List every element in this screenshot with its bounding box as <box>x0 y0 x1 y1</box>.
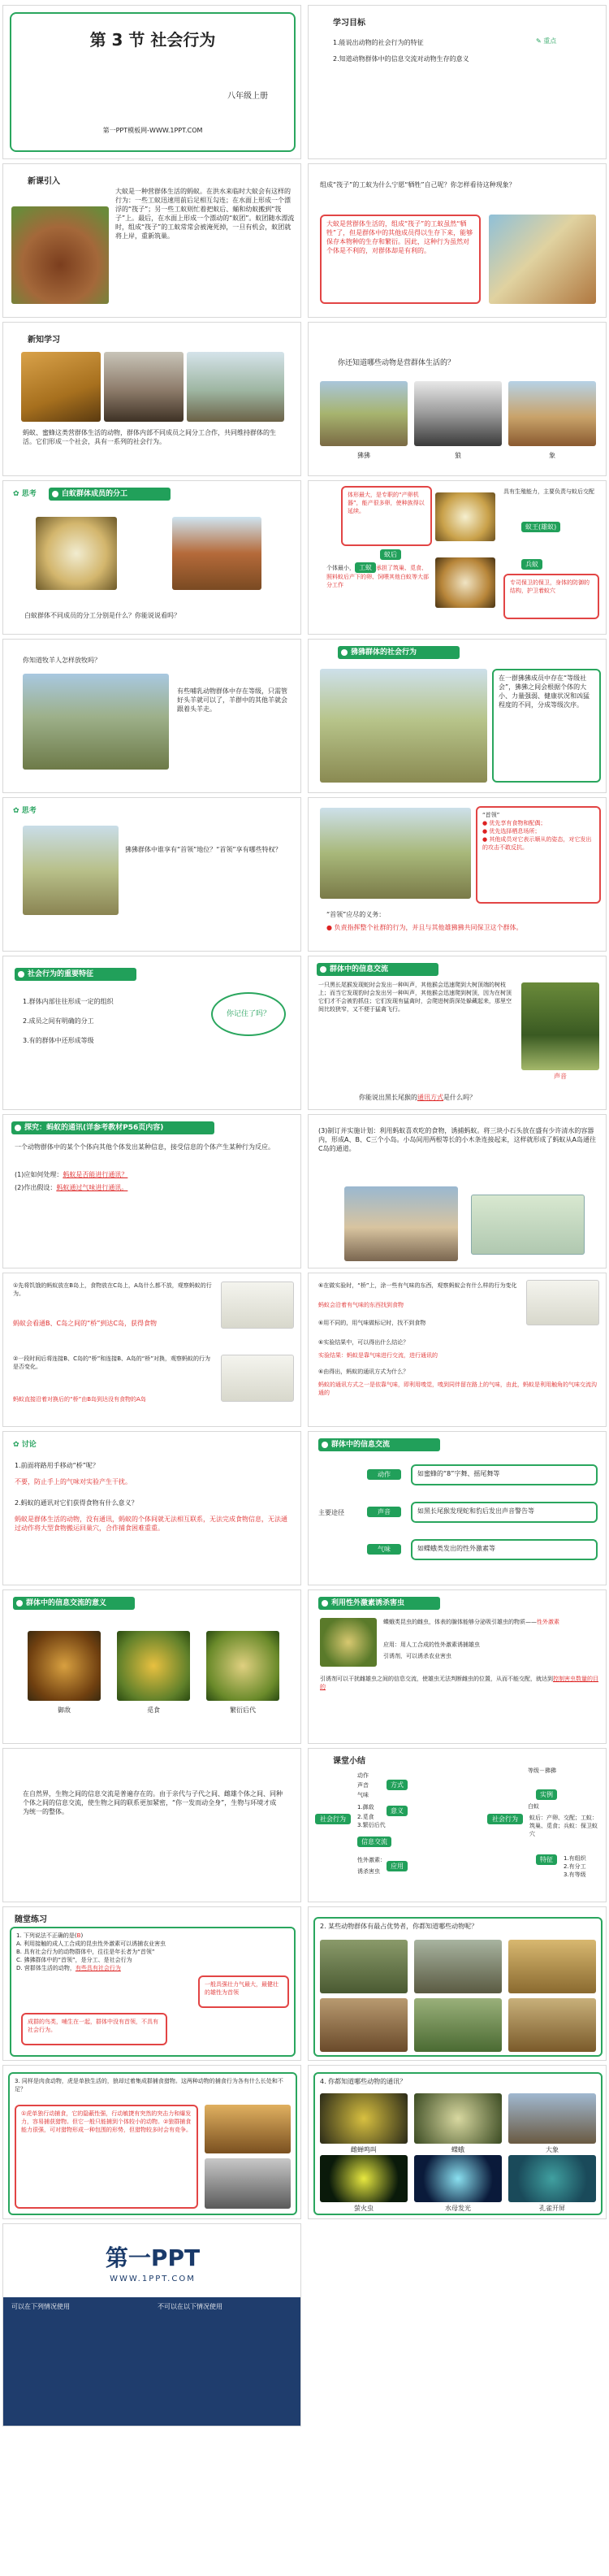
elephant-photo <box>508 381 596 446</box>
herding-answer: 有些哺乳动物群体中存在等级，只需管好头羊就可以了，羊群中的其他羊就会跟着头羊走。 <box>177 687 287 713</box>
baboon-troop-photo <box>320 669 487 783</box>
slide-communication-ways <box>308 1431 607 1585</box>
ant-raft-photo <box>11 206 109 304</box>
termite-example: 白蚁 <box>528 1803 539 1810</box>
hierarchy-example: 等级－狒狒 <box>528 1767 556 1774</box>
monkey-question: 你能说出黑长尾猴的通讯方式是什么吗？ <box>359 1094 476 1101</box>
pheromone-lure: 引诱剂，可以诱杀农业害虫 <box>383 1653 451 1659</box>
island-diagram-1 <box>221 1281 294 1329</box>
summary-center: 社会行为 <box>315 1814 351 1824</box>
foraging-caption: 觅食 <box>147 1706 160 1714</box>
king-text: 具有生殖能力，主要负责与蚁后交配 <box>503 488 594 495</box>
jellyfish-caption: 水母发光 <box>445 2205 471 2212</box>
termite-roles: 蚁后：产卵、交配；工蚁：筑巢、觅食；兵蚁：保卫蚁穴 <box>529 1815 598 1837</box>
cover-footer: 第一PPT模板网-WWW.1PPT.COM <box>102 127 203 134</box>
king-label: 蚁王(雄蚁) <box>521 522 560 532</box>
result-a4: 蚂蚁的通讯方式之一是依靠气味，即利用嗅觉，嗅到同伴留在路上的气味，由此，蚂蚁是利用触角的气味交流沟通的 <box>318 1381 597 1396</box>
exercise-3-answer: ①虎单独行动捕食，它的隐蔽性强，行动敏捷有突然的突击力和爆发力，容易捕获猎物。但它一般只能捕到个体较小的动物。②狼群捕食能力很强，可对猎物形成一种包围的形势，但猎物较多时会有竞争。 <box>15 2105 198 2209</box>
slide-discussion <box>2 1431 301 1585</box>
brand-url: WWW.1PPT.COM <box>110 2275 196 2283</box>
slide-exercise-4 <box>308 2065 607 2219</box>
foraging-photo <box>117 1631 190 1701</box>
node-meaning: 意义 <box>387 1806 408 1816</box>
slide-experiment-results <box>308 1273 607 1427</box>
peacock-caption: 孔雀开屏 <box>539 2205 565 2212</box>
node-way: 方式 <box>387 1780 408 1790</box>
raft-answer: 大蚁是营群体生活的，组成“筏子”的工蚁虽然“牺牲”了，但是群体中的其他成员得以生存下来，能够保存本物种的生存和繁衍。因此，这种行为虽然对个体是不利的，对群体却是有利的。 <box>320 215 481 304</box>
node-action: 动作 <box>357 1772 369 1779</box>
slide-experiment-steps <box>2 1273 301 1427</box>
privilege-1: ● 优先享有食物和配偶； <box>482 820 546 826</box>
intro-text: 大蚁是一种营群体生活的蚂蚁。在洪水来临时大蚁会有这样的行为：一些工蚁迅速用前后足相互勾连；在水面上形成一个漂浮的“筏子”；另一些工蚁则忙着把蚁后、蛹和幼蚁搬到“筏子”上。最后，在水面上形成一个漂动的“蚁团”。蚁团随水漂流时，组成“筏子”的工蚁常常会被淹死掉，一旦有机会，蚁团就将上岸，重新筑巢。 <box>115 188 295 240</box>
baboon-bar: 狒狒群体的社会行为 <box>338 646 460 659</box>
animal-photo-1 <box>320 1940 408 1993</box>
way-action: 动作 <box>367 1469 401 1480</box>
termite-bar: 白蚁群体成员的分工 <box>49 488 171 501</box>
exercise-2-question: 2. 某些动物群体有最占优势者，你都知道哪些动物呢？ <box>320 1923 478 1930</box>
ant-setup-photo <box>471 1195 585 1255</box>
exercise-3-question: 3. 同样是肉食动物，虎是单独生活的，狼却过着集成群捕食猎物。这两种动物的捕食行为各有什么长处和不足？ <box>15 2078 283 2092</box>
ant-bridge-photo <box>187 352 284 422</box>
monkey-photo <box>521 982 599 1070</box>
bees-photo <box>21 352 101 422</box>
cover-grade: 八年级上册 <box>227 92 268 101</box>
way-smell: 气味 <box>367 1544 401 1555</box>
sound-caption: 声音 <box>554 1073 567 1080</box>
sheep-photo <box>23 674 169 770</box>
feature-1: 1.群体内部往往形成一定的组织 <box>23 998 114 1005</box>
slide-termite-castes <box>308 480 607 635</box>
option-c: C. 狒狒群体中的“首领”，是分工、是社会行为 <box>16 1957 132 1963</box>
baboon-caption: 狒狒 <box>357 452 370 459</box>
node-smell: 气味 <box>357 1792 369 1798</box>
moth-photo <box>320 1618 377 1667</box>
node-feature: 特征 <box>536 1854 557 1865</box>
privilege-2: ● 优先选择栖息场所； <box>482 828 541 835</box>
exercise-1-question: 1. 下列说法不正确的是(B) <box>16 1932 84 1939</box>
animal-photo-5 <box>414 1998 502 2052</box>
result-q2: ⑥用不同的，用气味做标记时，找不到食物 <box>318 1320 426 1326</box>
leader-question: 狒狒群体中谁享有“首领”地位？“首领”享有哪些特权？ <box>125 846 282 853</box>
moth-caption: 蝶蛾 <box>451 2146 464 2153</box>
goal-1: 1.能说出动物的社会行为的特征 <box>333 39 424 46</box>
duty-heading: “首领”应尽的义务： <box>326 911 386 918</box>
usage-forbidden: 不可以在以下情况使用 <box>158 2303 222 2310</box>
duty-text: ● 负责指挥整个社群的行为，并且与其他雄狒狒共同保卫这个群体。 <box>326 924 523 931</box>
slide-baboon-society <box>308 639 607 793</box>
think-label: ✿ 思考 <box>13 490 37 498</box>
pheromone-use: 应用：用人工合成的性外激素诱捕雄虫 <box>383 1641 480 1648</box>
exercise-title: 随堂练习 <box>15 1915 47 1924</box>
step-1-result: 蚂蚁会看通B、C岛之间的“桥”到达C岛，获得食物 <box>13 1320 157 1327</box>
ways-bar: 群体中的信息交流 <box>318 1438 440 1451</box>
elephant-caption: 象 <box>549 452 555 459</box>
new-knowledge-title: 新知学习 <box>28 336 60 345</box>
step-2: ②一段时间后将连接B、C岛的“桥”和连接B、A岛的“桥”对换，观察蚂蚁的行为是否变化。 <box>13 1355 211 1370</box>
option-a: A. 利用接触的成人工合成的昆虫性外激素可以诱捕农业害虫 <box>16 1941 166 1947</box>
peacock-photo <box>508 2155 596 2202</box>
inquiry-q2: (2)作出假设：蚂蚁通过气味进行通讯。 <box>15 1184 128 1191</box>
pheromone-effect: 引诱剂可以干扰雌雄虫之间的信息交流，使雄虫无法判断雌虫的位置，从而不能交配，就达到控制害虫数量的目的 <box>320 1676 598 1690</box>
result-q4: ⑥由得出，蚂蚁的通讯方式为什么？ <box>318 1368 409 1375</box>
soldier-label: 兵蚁 <box>521 559 542 570</box>
pheromone-bar: 利用性外激素诱杀害虫 <box>318 1597 440 1610</box>
privileges-heading: “首领” <box>482 812 500 818</box>
inquiry-text: 一个动物群体中的某个个体向其他个体发出某种信息，接受信息的个体产生某种行为反应。 <box>15 1143 274 1151</box>
elephant-photo-2 <box>508 2093 596 2144</box>
way-smell-example: 如蝶蛾类发出的性外激素等 <box>411 1539 598 1560</box>
slide-leader-privileges <box>308 797 607 952</box>
group-animals-question: 你还知道哪些动物是营群体生活的？ <box>338 359 456 367</box>
termite-worker-thumb <box>435 557 495 608</box>
termite-question: 白蚁群体不同成员的分工分别是什么？你能说说看吗？ <box>24 612 180 619</box>
monkey-story: 一只黑长尾猴发现蛇时会发出一种叫声，其他猴会迅速爬到大树顶端的树枝上；而当它发现豹时会发出另一种叫声，其他猴会迅速爬到树顶，因为在树顶它们才不会被豹抓住；它们发现有猛禽时，会爬进树荫深处躲藏起来，那里空间比较狭窄，又不便于猛禽飞行。 <box>318 982 512 1013</box>
result-a3: 实验结果：蚂蚁是靠气味进行交流，进行通讯的 <box>318 1352 438 1359</box>
animal-photo-2 <box>414 1940 502 1993</box>
leader-note: 一般具强壮力气最大，最健壮的雄性为首领 <box>198 1975 289 2008</box>
apply-use: 诱杀害虫 <box>357 1868 380 1875</box>
baboon-group-photo <box>320 808 471 899</box>
slide-cover <box>2 5 301 159</box>
inquiry-q1: (1)应如何处理：蚂蚁是否能进行通讯？ <box>15 1171 128 1178</box>
new-knowledge-text: 蚂蚁、蜜蜂这类营群体生活的动物，群体内部不同成员之间分工合作，共同维持群体的生活。它们形成一个社会，具有一系列的社会行为。 <box>23 429 276 445</box>
firefly-photo <box>320 2155 408 2202</box>
intro-title: 新课引入 <box>28 177 60 186</box>
feature-3: 3.有的群体中还形成等级 <box>23 1037 94 1044</box>
baboon-leader-photo <box>23 826 119 915</box>
slide-herding <box>2 639 301 793</box>
slide-conclusion <box>2 1748 301 1902</box>
summary-title: 课堂小结 <box>333 1757 365 1766</box>
baboon-photo <box>320 381 408 446</box>
option-b: B. 具有社会行为的动物群体中，往往是年长者为“首领” <box>16 1949 155 1955</box>
slide-goals <box>308 5 607 159</box>
slide-significance <box>2 1589 301 1744</box>
slide-group-animals <box>308 322 607 476</box>
defense-caption: 御敌 <box>58 1706 71 1714</box>
ants-photo <box>489 215 596 304</box>
slide-exercise-1 <box>2 1906 301 2061</box>
goals-title: 学习目标 <box>333 19 365 28</box>
brand-logo: 第一PPT <box>105 2244 201 2271</box>
main-ways-label: 主要途径 <box>318 1509 344 1516</box>
students-photo <box>344 1186 458 1261</box>
slide-exercise-3 <box>2 2065 301 2219</box>
slide-raft-question <box>308 163 607 318</box>
step-2-result: 蚂蚁直接沿着对换后的“桥”由B岛到达没有食物的A岛 <box>13 1396 146 1403</box>
raft-question: 组成“筏子”的工蚁为什么宁愿“牺牲”自己呢？你怎样看待这种现象？ <box>320 181 516 189</box>
way-sound: 声音 <box>367 1507 401 1517</box>
elephant-caption-2: 大象 <box>546 2146 559 2153</box>
slide-baboon-think <box>2 797 301 952</box>
result-q3: ⑥实验结果中，可以得出什么结论？ <box>318 1339 409 1346</box>
usage-allowed: 可以在下列情况使用 <box>11 2303 70 2310</box>
discussion-a1: 不要，防止手上的气味对实验产生干扰。 <box>15 1478 132 1485</box>
exchange-bar: 群体中的信息交流 <box>317 963 438 976</box>
worker-text: 个体最小， 工蚁 承担了筑巢、觅食、照料蚁后产下的卵、饲喂其他白蚁等大部分工作 <box>326 564 429 588</box>
result-a1: 蚂蚁会沿着有气味的东西找到食物 <box>318 1302 404 1308</box>
think-label-2: ✿ 思考 <box>13 807 37 815</box>
slide-social-features <box>2 956 301 1110</box>
slide-ant-inquiry <box>2 1114 301 1268</box>
meaning-list-3: 3.繁衍后代 <box>357 1822 386 1828</box>
key-point-tag: ✎ 重点 <box>536 37 557 45</box>
slide-new-knowledge <box>2 322 301 476</box>
animal-photo-3 <box>508 1940 596 1993</box>
result-q1: ⑥在做实验时，“桥”上，涂一些有气味的东西，观察蚂蚁会有什么样的行为变化 <box>318 1282 517 1289</box>
tiger-photo <box>205 2105 291 2153</box>
wolf-photo <box>414 381 502 446</box>
soldier-box: 专司保卫的保卫，身体的防御的结构，护卫着蚁穴 <box>503 574 599 619</box>
slide-summary <box>308 1748 607 1902</box>
features-bar: 社会行为的重要特征 <box>15 968 136 981</box>
reproduction-caption: 繁衍后代 <box>230 1706 256 1714</box>
cover-title: 第 3 节 社会行为 <box>89 30 216 50</box>
slide-termite-think <box>2 480 301 635</box>
jellyfish-photo <box>414 2155 502 2202</box>
wolves-photo <box>205 2158 291 2209</box>
exercise-4-question: 4. 你都知道哪些动物的通讯？ <box>320 2078 407 2085</box>
moth-photo-2 <box>414 2093 502 2144</box>
feature-list: 1.有组织 2.有分工 3.有等级 <box>564 1855 586 1878</box>
node-example: 实例 <box>536 1789 557 1800</box>
step-1: ①先将饥饿的蚂蚁放在B岛上，食物放在C岛上，A岛什么都不放，观察蚂蚁的行为。 <box>13 1282 212 1297</box>
privilege-3: ● 其他成员对它表示顺从的姿态，对它发出的攻击不敢反抗。 <box>482 836 592 851</box>
node-exchange: 信息交流 <box>357 1837 391 1847</box>
remember-bubble: 你记住了吗？ <box>211 992 286 1036</box>
slide-info-exchange <box>308 956 607 1110</box>
slide-pheromone <box>308 1589 607 1744</box>
cicada-caption: 雌蝉鸣叫 <box>351 2146 377 2153</box>
termite-queen-photo <box>36 517 117 590</box>
brand-footer <box>3 2297 301 2426</box>
termite-mound-photo <box>172 517 261 590</box>
feature-2: 2.成员之间有明确的分工 <box>23 1017 94 1025</box>
slide-intro <box>2 163 301 318</box>
cicada-photo <box>320 2093 408 2144</box>
privileges-box <box>476 806 601 904</box>
experiment-text: (3)制订并实施计划：利用蚂蚁喜欢吃的食物，诱捕蚂蚁。将三块小石头放在盛有少许清水的容器内，形成A、B、C三个小岛。小岛间用两根等长的小木条连接起来，这样就形成了蚂蚁从A岛通往C岛的通道。 <box>318 1127 597 1152</box>
node-sound: 声音 <box>357 1782 369 1789</box>
termite-photo <box>104 352 184 422</box>
queen-box: 体形最大，是专职的“产卵机器”，能产很多卵，使种族得以延续。 <box>341 486 432 546</box>
animal-photo-4 <box>320 1998 408 2052</box>
wolf-caption: 狼 <box>455 452 461 459</box>
significance-bar: 群体中的信息交流的意义 <box>13 1597 135 1610</box>
way-action-example: 如蜜蜂的“8”字舞、摇尾舞等 <box>411 1464 598 1485</box>
reproduction-photo <box>206 1631 279 1701</box>
discussion-q2: 2.蚂蚁的通讯对它们获得食物有什么意义？ <box>15 1499 138 1507</box>
slide-exercise-2 <box>308 1906 607 2061</box>
pheromone-def: 蝶蛾类昆虫的雌虫，体表的腺体能够分泌吸引雄虫的物质——性外激素 <box>383 1619 559 1625</box>
slide-brand <box>2 2223 301 2426</box>
baboon-hierarchy-box: 在一群狒狒成员中存在“等级社会”，狒狒之间会根据个体的大小、力量强弱、健康状况和凶猛程度的不同，分成等级次序。 <box>492 669 601 783</box>
island-diagram-2 <box>221 1355 294 1402</box>
termite-queen-thumb <box>435 492 495 541</box>
meaning-list-2: 2.觅食 <box>357 1814 374 1820</box>
queen-label: 蚁后 <box>380 549 401 560</box>
herding-question: 你知道牧羊人怎样放牧吗？ <box>23 657 101 664</box>
meaning-list: 1.御敌 <box>357 1804 374 1811</box>
slide-experiment-plan <box>308 1114 607 1268</box>
way-sound-example: 如黑长尾猴发现蛇和豹后发出声音警告等 <box>411 1502 598 1523</box>
node-apply: 应用 <box>387 1861 408 1871</box>
option-d: D. 营群体生活的动物，有些具有社会行为 <box>16 1965 121 1971</box>
goal-2: 2.知道动物群体中的信息交流对动物生存的意义 <box>333 55 469 63</box>
animal-photo-6 <box>508 1998 596 2052</box>
defense-photo <box>28 1631 101 1701</box>
discussion-q1: 1.前面将路用手移动“桥”呢？ <box>15 1462 99 1469</box>
summary-center-2: 社会行为 <box>487 1814 523 1824</box>
exercise-1-explanation: 成群的鸟类，哺生在一起，群体中没有首领，不具有社会行为。 <box>21 2013 167 2045</box>
discussion-label: ✿ 讨论 <box>13 1441 37 1449</box>
discussion-a2: 蚂蚁是群体生活的动物，没有通讯，蚂蚁的个体间就无法相互联系，无法完成食物信息，无法通过动作将大型食物搬运回巢穴，合作捕食困难重重。 <box>15 1516 287 1532</box>
inquiry-bar: 探究：蚂蚁的通讯(详参考教材P56页内容) <box>11 1121 214 1134</box>
apply-def: 性外激素： <box>357 1857 386 1863</box>
island-diagram-3 <box>526 1280 599 1325</box>
conclusion-text: 在自然界，生物之间的信息交流是普遍存在的。由于亲代与子代之间、雌雄个体之间、同种个体之间的信息交流，使生物之间的联系更加紧密，“你一发而动全身”，生物与环境才成为统一的整体。 <box>23 1790 283 1815</box>
firefly-caption: 萤火虫 <box>354 2205 374 2212</box>
